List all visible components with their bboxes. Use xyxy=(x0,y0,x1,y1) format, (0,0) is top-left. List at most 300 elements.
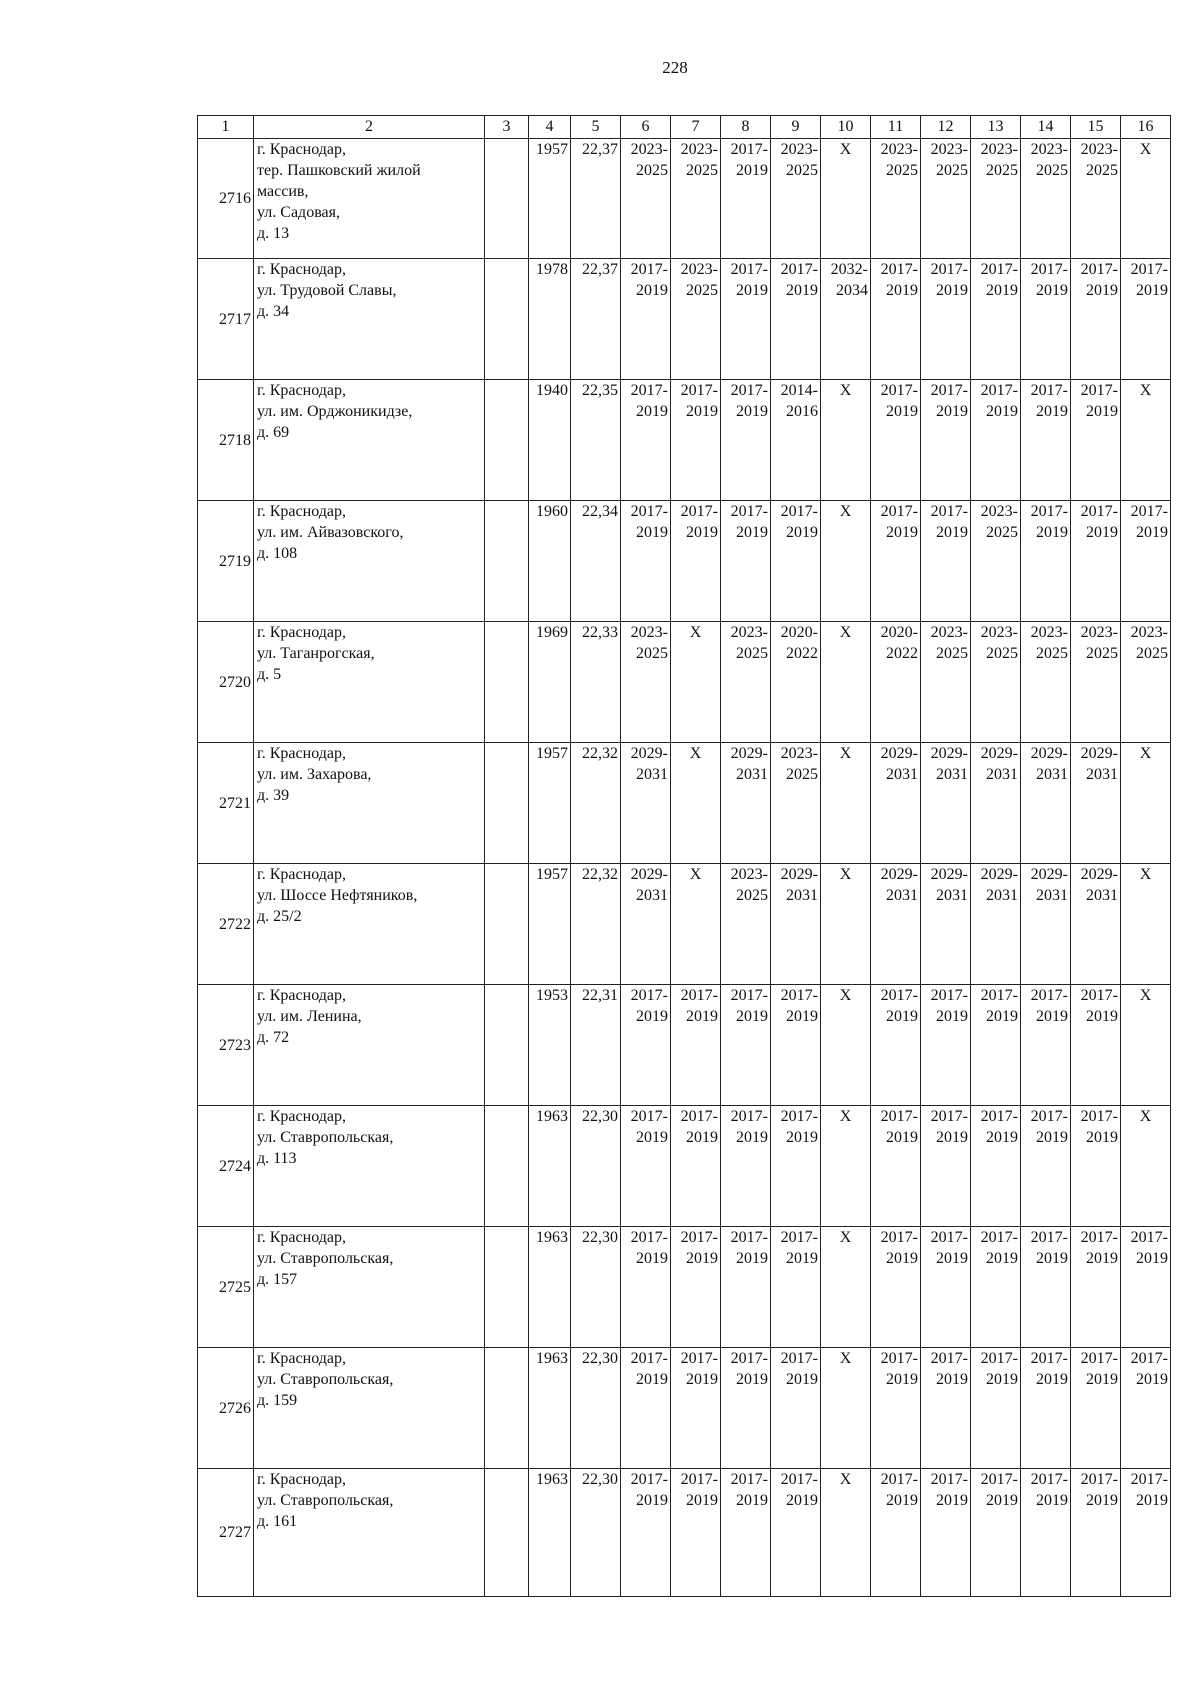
period-line: X xyxy=(1139,745,1152,762)
period-line: 2019 xyxy=(886,1492,918,1509)
period-line: 2019 xyxy=(736,1250,768,1267)
period-cell-col-16 xyxy=(1121,622,1171,743)
period-line: 2031 xyxy=(1036,766,1068,783)
period-line: 2019 xyxy=(636,1371,668,1388)
period-line: 2019 xyxy=(1136,1371,1168,1388)
row-number-cell: 2727 xyxy=(198,1469,254,1597)
period-line: 2017- xyxy=(880,1229,918,1246)
period-cell-col-10 xyxy=(821,1348,871,1469)
period-line: X xyxy=(1139,866,1152,883)
year-cell: 1953 xyxy=(529,985,571,1106)
period-line: 2019 xyxy=(886,1008,918,1025)
address-line: г. Краснодар, xyxy=(257,866,346,883)
period-cell-col-9 xyxy=(771,380,821,501)
period-cell-col-11 xyxy=(871,380,921,501)
period-cell-col-14 xyxy=(1021,1106,1071,1227)
period-line: 2019 xyxy=(986,1492,1018,1509)
period-line: 2017- xyxy=(1030,1471,1068,1488)
period-line: 2019 xyxy=(686,1492,718,1509)
period-line: 2017- xyxy=(680,382,718,399)
period-cell-col-13 xyxy=(971,380,1021,501)
value-cell: 22,31 xyxy=(571,985,621,1106)
register-table-container xyxy=(197,115,1171,1597)
period-line: X xyxy=(689,745,702,762)
period-line: X xyxy=(839,1229,852,1246)
period-line: 2017- xyxy=(1080,1229,1118,1246)
period-line: 2029- xyxy=(780,866,818,883)
period-line: 2017- xyxy=(880,1350,918,1367)
period-cell-col-12 xyxy=(921,1348,971,1469)
period-line: 2019 xyxy=(1036,1250,1068,1267)
period-line: 2017- xyxy=(980,1108,1018,1125)
table-row xyxy=(198,743,1171,864)
period-line: 2031 xyxy=(1086,766,1118,783)
period-line: 2023- xyxy=(880,141,918,158)
period-cell-col-7 xyxy=(671,1348,721,1469)
period-cell-col-16 xyxy=(1121,1348,1171,1469)
period-line: 2019 xyxy=(736,1008,768,1025)
period-line: 2017- xyxy=(630,987,668,1004)
period-line: 2029- xyxy=(880,866,918,883)
period-line: 2017- xyxy=(1130,1229,1168,1246)
period-cell-col-6 xyxy=(621,139,671,259)
period-line: 2031 xyxy=(886,766,918,783)
address-line: массив, xyxy=(257,183,309,200)
period-line: 2017- xyxy=(780,1471,818,1488)
period-cell-col-6 xyxy=(621,259,671,380)
period-cell-col-14 xyxy=(1021,259,1071,380)
period-cell-col-8 xyxy=(721,259,771,380)
period-cell-col-11 xyxy=(871,1469,921,1597)
column-3-cell xyxy=(485,1348,529,1469)
period-line: 2017- xyxy=(730,261,768,278)
period-line: 2019 xyxy=(736,282,768,299)
period-line: 2017- xyxy=(730,382,768,399)
period-line: 2023- xyxy=(1080,624,1118,641)
period-line: X xyxy=(839,624,852,641)
period-line: 2029- xyxy=(630,745,668,762)
row-number-cell: 2719 xyxy=(198,501,254,622)
period-line: 2031 xyxy=(636,766,668,783)
column-header-16: 16 xyxy=(1121,116,1171,139)
period-line: 2025 xyxy=(686,282,718,299)
period-line: 2023- xyxy=(730,624,768,641)
period-line: 2019 xyxy=(986,1250,1018,1267)
period-line: 2017- xyxy=(880,382,918,399)
year-cell: 1969 xyxy=(529,622,571,743)
period-line: 2017- xyxy=(780,987,818,1004)
period-cell-col-8 xyxy=(721,1348,771,1469)
period-line: 2025 xyxy=(736,887,768,904)
period-cell-col-8 xyxy=(721,380,771,501)
period-line: 2023- xyxy=(980,624,1018,641)
period-cell-col-13 xyxy=(971,864,1021,985)
address-line: ул. Таганрогская, xyxy=(257,645,375,662)
period-cell-col-13 xyxy=(971,259,1021,380)
period-line: 2025 xyxy=(886,162,918,179)
period-line: 2029- xyxy=(730,745,768,762)
column-3-cell xyxy=(485,985,529,1106)
period-cell-col-6 xyxy=(621,1227,671,1348)
period-line: 2017- xyxy=(930,503,968,520)
period-line: 2019 xyxy=(1136,1492,1168,1509)
period-line: 2017- xyxy=(1030,382,1068,399)
period-cell-col-13 xyxy=(971,1469,1021,1597)
period-line: 2019 xyxy=(886,1371,918,1388)
period-cell-col-12 xyxy=(921,985,971,1106)
period-line: 2022 xyxy=(786,645,818,662)
row-number-cell: 2723 xyxy=(198,985,254,1106)
table-body xyxy=(198,139,1171,1597)
period-cell-col-16 xyxy=(1121,743,1171,864)
period-line: 2019 xyxy=(936,524,968,541)
period-line: 2019 xyxy=(786,1371,818,1388)
period-cell-col-9 xyxy=(771,501,821,622)
period-line: 2019 xyxy=(1086,282,1118,299)
value-cell: 22,30 xyxy=(571,1469,621,1597)
address-line: д. 161 xyxy=(257,1513,298,1530)
period-line: 2017- xyxy=(680,503,718,520)
period-cell-col-11 xyxy=(871,1348,921,1469)
period-line: 2025 xyxy=(686,162,718,179)
period-cell-col-14 xyxy=(1021,1227,1071,1348)
period-cell-col-13 xyxy=(971,1106,1021,1227)
year-cell: 1957 xyxy=(529,139,571,259)
column-3-cell xyxy=(485,501,529,622)
period-cell-col-6 xyxy=(621,864,671,985)
period-line: 2022 xyxy=(886,645,918,662)
period-cell-col-14 xyxy=(1021,743,1071,864)
column-header-7: 7 xyxy=(671,116,721,139)
period-cell-col-15 xyxy=(1071,139,1121,259)
period-line: 2017- xyxy=(1080,261,1118,278)
address-cell xyxy=(254,1469,485,1597)
table-row xyxy=(198,501,1171,622)
row-number-cell: 2721 xyxy=(198,743,254,864)
period-line: 2017- xyxy=(630,1471,668,1488)
period-cell-col-9 xyxy=(771,139,821,259)
period-cell-col-8 xyxy=(721,139,771,259)
period-line: 2025 xyxy=(1136,645,1168,662)
period-line: 2023- xyxy=(780,745,818,762)
period-line: 2017- xyxy=(730,1471,768,1488)
page-number: 228 xyxy=(662,58,688,77)
table-row xyxy=(198,864,1171,985)
period-line: 2019 xyxy=(686,403,718,420)
period-cell-col-9 xyxy=(771,864,821,985)
period-line: 2017- xyxy=(1030,1108,1068,1125)
period-line: 2031 xyxy=(936,766,968,783)
period-cell-col-7 xyxy=(671,985,721,1106)
period-line: 2019 xyxy=(936,1129,968,1146)
address-line: д. 34 xyxy=(257,303,290,320)
period-cell-col-11 xyxy=(871,1106,921,1227)
value-cell: 22,35 xyxy=(571,380,621,501)
period-line: X xyxy=(839,503,852,520)
table-header xyxy=(198,116,1171,139)
period-cell-col-7 xyxy=(671,864,721,985)
period-line: 2017- xyxy=(680,1108,718,1125)
period-cell-col-10 xyxy=(821,1227,871,1348)
period-cell-col-8 xyxy=(721,1106,771,1227)
period-line: 2023- xyxy=(980,141,1018,158)
period-line: 2017- xyxy=(980,1471,1018,1488)
address-line: ул. Ставропольская, xyxy=(257,1492,394,1509)
period-cell-col-7 xyxy=(671,743,721,864)
period-line: 2019 xyxy=(786,1008,818,1025)
period-line: 2017- xyxy=(880,503,918,520)
row-number-cell: 2720 xyxy=(198,622,254,743)
period-cell-col-6 xyxy=(621,622,671,743)
address-line: г. Краснодар, xyxy=(257,1471,346,1488)
period-line: 2017- xyxy=(1080,987,1118,1004)
period-line: X xyxy=(1139,141,1152,158)
period-line: X xyxy=(839,1471,852,1488)
period-line: 2017- xyxy=(880,1108,918,1125)
period-line: 2025 xyxy=(986,162,1018,179)
period-line: 2019 xyxy=(1136,1250,1168,1267)
period-line: 2019 xyxy=(986,1008,1018,1025)
address-cell xyxy=(254,139,485,259)
address-line: г. Краснодар, xyxy=(257,1108,346,1125)
period-line: 2025 xyxy=(936,645,968,662)
period-line: 2023- xyxy=(1030,624,1068,641)
period-line: 2025 xyxy=(1036,645,1068,662)
period-line: 2019 xyxy=(986,1129,1018,1146)
period-line: X xyxy=(1139,1108,1152,1125)
period-line: 2029- xyxy=(980,866,1018,883)
period-cell-col-16 xyxy=(1121,1469,1171,1597)
period-line: 2017- xyxy=(930,1350,968,1367)
period-cell-col-15 xyxy=(1071,985,1121,1106)
period-line: 2017- xyxy=(1080,503,1118,520)
period-line: 2017- xyxy=(730,1108,768,1125)
period-cell-col-12 xyxy=(921,259,971,380)
period-cell-col-15 xyxy=(1071,1106,1121,1227)
period-line: 2019 xyxy=(636,403,668,420)
period-cell-col-11 xyxy=(871,1227,921,1348)
period-line: X xyxy=(839,141,852,158)
period-line: 2023- xyxy=(930,624,968,641)
period-cell-col-9 xyxy=(771,622,821,743)
period-line: 2019 xyxy=(736,524,768,541)
column-3-cell xyxy=(485,1106,529,1227)
address-line: г. Краснодар, xyxy=(257,745,346,762)
period-line: 2019 xyxy=(886,524,918,541)
table-row xyxy=(198,985,1171,1106)
address-line: ул. Ставропольская, xyxy=(257,1250,394,1267)
address-line: г. Краснодар, xyxy=(257,987,346,1004)
period-line: 2031 xyxy=(986,766,1018,783)
period-line: 2019 xyxy=(986,282,1018,299)
period-line: 2019 xyxy=(886,1129,918,1146)
row-number-cell: 2722 xyxy=(198,864,254,985)
period-line: 2019 xyxy=(1086,524,1118,541)
column-header-15: 15 xyxy=(1071,116,1121,139)
period-line: 2034 xyxy=(836,282,868,299)
period-line: 2019 xyxy=(636,1250,668,1267)
period-cell-col-15 xyxy=(1071,1469,1121,1597)
column-header-8: 8 xyxy=(721,116,771,139)
period-line: 2017- xyxy=(930,1108,968,1125)
period-line: 2025 xyxy=(786,162,818,179)
period-line: 2019 xyxy=(936,282,968,299)
table-row xyxy=(198,139,1171,259)
period-cell-col-7 xyxy=(671,259,721,380)
period-cell-col-13 xyxy=(971,743,1021,864)
value-cell: 22,30 xyxy=(571,1227,621,1348)
period-line: 2017- xyxy=(930,382,968,399)
period-cell-col-13 xyxy=(971,139,1021,259)
period-line: 2023- xyxy=(1030,141,1068,158)
address-line: д. 69 xyxy=(257,424,290,441)
period-line: 2017- xyxy=(780,1108,818,1125)
period-line: 2019 xyxy=(786,524,818,541)
value-cell: 22,32 xyxy=(571,864,621,985)
row-number-cell: 2725 xyxy=(198,1227,254,1348)
period-cell-col-9 xyxy=(771,985,821,1106)
period-line: 2017- xyxy=(1130,261,1168,278)
address-line: д. 159 xyxy=(257,1392,298,1409)
address-cell xyxy=(254,259,485,380)
period-cell-col-10 xyxy=(821,1106,871,1227)
period-line: 2014- xyxy=(780,382,818,399)
period-line: 2019 xyxy=(736,403,768,420)
column-header-4: 4 xyxy=(529,116,571,139)
period-line: 2023- xyxy=(930,141,968,158)
address-cell xyxy=(254,501,485,622)
value-cell: 22,37 xyxy=(571,139,621,259)
period-cell-col-8 xyxy=(721,1227,771,1348)
period-cell-col-9 xyxy=(771,1348,821,1469)
period-line: 2017- xyxy=(630,503,668,520)
period-cell-col-9 xyxy=(771,1469,821,1597)
period-line: 2017- xyxy=(780,503,818,520)
period-cell-col-15 xyxy=(1071,501,1121,622)
period-line: 2019 xyxy=(1036,282,1068,299)
period-line: X xyxy=(839,987,852,1004)
period-cell-col-10 xyxy=(821,743,871,864)
period-line: 2031 xyxy=(986,887,1018,904)
period-line: 2017- xyxy=(980,1350,1018,1367)
period-cell-col-13 xyxy=(971,1348,1021,1469)
period-line: 2019 xyxy=(636,1008,668,1025)
period-line: 2017- xyxy=(630,1108,668,1125)
period-line: 2019 xyxy=(1086,1129,1118,1146)
address-line: д. 157 xyxy=(257,1271,298,1288)
period-line: 2019 xyxy=(686,1371,718,1388)
column-3-cell xyxy=(485,743,529,864)
period-line: 2025 xyxy=(736,645,768,662)
period-line: 2017- xyxy=(730,503,768,520)
period-line: 2019 xyxy=(686,524,718,541)
year-cell: 1940 xyxy=(529,380,571,501)
period-cell-col-10 xyxy=(821,501,871,622)
period-cell-col-6 xyxy=(621,743,671,864)
address-line: г. Краснодар, xyxy=(257,503,346,520)
period-line: 2017- xyxy=(680,987,718,1004)
period-line: 2017- xyxy=(1030,987,1068,1004)
period-line: 2017- xyxy=(1030,1229,1068,1246)
period-line: 2019 xyxy=(1036,1371,1068,1388)
period-cell-col-7 xyxy=(671,1227,721,1348)
row-number-cell: 2716 xyxy=(198,139,254,259)
address-line: ул. им. Айвазовского, xyxy=(257,524,404,541)
period-cell-col-8 xyxy=(721,985,771,1106)
address-line: ул. им. Орджоникидзе, xyxy=(257,403,413,420)
period-line: X xyxy=(1139,382,1152,399)
period-line: 2017- xyxy=(880,987,918,1004)
period-line: 2019 xyxy=(736,1371,768,1388)
column-header-10: 10 xyxy=(821,116,871,139)
period-line: 2017- xyxy=(1130,1350,1168,1367)
period-line: 2023- xyxy=(680,141,718,158)
period-line: 2017- xyxy=(880,1471,918,1488)
period-line: 2017- xyxy=(780,261,818,278)
period-cell-col-15 xyxy=(1071,380,1121,501)
period-cell-col-16 xyxy=(1121,139,1171,259)
period-line: 2019 xyxy=(1136,282,1168,299)
period-line: 2019 xyxy=(886,282,918,299)
period-line: 2031 xyxy=(1036,887,1068,904)
period-line: 2017- xyxy=(1030,1350,1068,1367)
year-cell: 1963 xyxy=(529,1106,571,1227)
period-cell-col-15 xyxy=(1071,1348,1121,1469)
column-header-13: 13 xyxy=(971,116,1021,139)
period-line: 2017- xyxy=(930,261,968,278)
address-cell xyxy=(254,1106,485,1227)
period-line: 2019 xyxy=(786,1129,818,1146)
period-line: 2031 xyxy=(786,887,818,904)
row-number-cell: 2717 xyxy=(198,259,254,380)
period-line: 2029- xyxy=(1030,745,1068,762)
period-cell-col-7 xyxy=(671,501,721,622)
address-line: ул. Садовая, xyxy=(257,204,340,221)
period-line: 2017- xyxy=(980,987,1018,1004)
address-line: г. Краснодар, xyxy=(257,624,346,641)
register-table xyxy=(197,115,1171,1597)
year-cell: 1963 xyxy=(529,1227,571,1348)
period-cell-col-6 xyxy=(621,985,671,1106)
period-line: 2017- xyxy=(680,1229,718,1246)
period-cell-col-12 xyxy=(921,864,971,985)
period-line: 2031 xyxy=(936,887,968,904)
year-cell: 1957 xyxy=(529,864,571,985)
period-line: 2017- xyxy=(1080,1108,1118,1125)
address-line: ул. Шоссе Нефтяников, xyxy=(257,887,418,904)
period-line: 2031 xyxy=(636,887,668,904)
period-cell-col-16 xyxy=(1121,259,1171,380)
period-line: 2017- xyxy=(1080,382,1118,399)
period-line: 2019 xyxy=(1036,403,1068,420)
value-cell: 22,32 xyxy=(571,743,621,864)
row-number-cell: 2724 xyxy=(198,1106,254,1227)
address-line: г. Краснодар, xyxy=(257,261,346,278)
period-cell-col-9 xyxy=(771,743,821,864)
period-cell-col-14 xyxy=(1021,501,1071,622)
period-line: 2029- xyxy=(930,866,968,883)
address-line: ул. Ставропольская, xyxy=(257,1129,394,1146)
period-cell-col-16 xyxy=(1121,1227,1171,1348)
period-cell-col-14 xyxy=(1021,864,1071,985)
address-line: г. Краснодар, xyxy=(257,141,346,158)
period-line: 2019 xyxy=(1086,1371,1118,1388)
period-line: X xyxy=(839,1350,852,1367)
period-line: 2019 xyxy=(1036,524,1068,541)
period-line: 2019 xyxy=(736,1492,768,1509)
period-line: 2023- xyxy=(730,866,768,883)
period-cell-col-7 xyxy=(671,622,721,743)
